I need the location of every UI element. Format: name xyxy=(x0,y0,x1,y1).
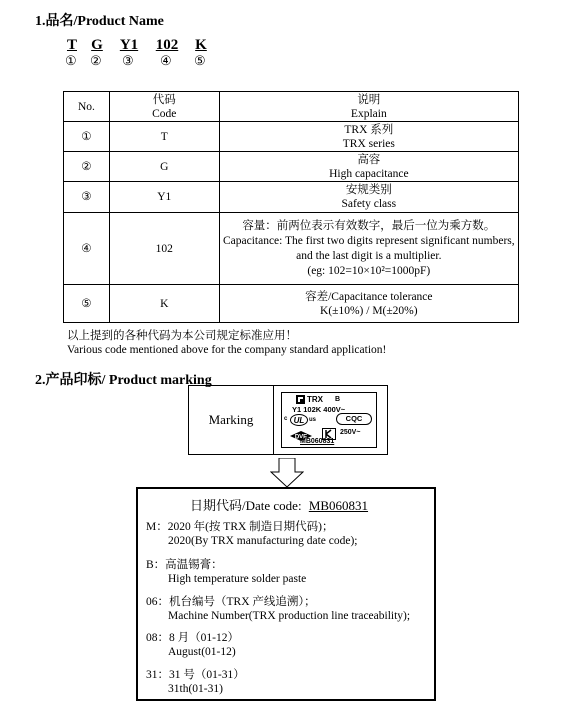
code-number: ⑤ xyxy=(194,53,206,68)
marking-box xyxy=(188,385,388,455)
date-item-06-en: Machine Number(TRX production line traceability); xyxy=(168,610,411,622)
explain-line: 容量：前两位表示有效数字，最后一位为乘方数。 xyxy=(242,219,496,232)
date-item-08-cn: 08：8 月（01-12） xyxy=(146,632,239,644)
explain-line: Capacitance: The first two digits represent significant numbers, xyxy=(222,234,515,247)
marking-image xyxy=(281,392,377,448)
date-code-label: 日期代码/Date code: xyxy=(190,498,302,513)
explain-line: Safety class xyxy=(341,198,397,210)
explain-line: High capacitance xyxy=(329,167,409,180)
date-code-box xyxy=(136,487,436,701)
down-arrow-icon xyxy=(270,458,304,488)
code-letter: K xyxy=(195,37,207,53)
row-explain xyxy=(219,182,518,213)
date-item-b-cn: B：高温锡膏： xyxy=(146,559,223,571)
section-title-product-marking: 2.产品印标/ Product marking xyxy=(35,373,212,388)
code-letter: T xyxy=(66,37,77,53)
marking-voltage: 250V~ xyxy=(340,429,361,436)
table-row xyxy=(64,182,519,213)
code-part-5 xyxy=(186,37,216,68)
table-row xyxy=(64,152,519,182)
table-row xyxy=(64,213,519,285)
date-item-06-cn: 06：机台编号（TRX 产线追溯）； xyxy=(146,596,316,608)
note-cn: 以上提到的各种代码为本公司规定标准应用！ xyxy=(67,330,297,342)
date-item-m-cn: M：2020 年(按 TRX 制造日期代码)； xyxy=(146,521,334,533)
date-code-value: MB060831 xyxy=(308,498,369,513)
section-title-product-name: 1.品名/Product Name xyxy=(35,14,164,29)
date-item-m-en: 2020(By TRX manufacturing date code); xyxy=(168,535,358,547)
explain-line: (eg: 102=10×10²=1000pF) xyxy=(307,264,431,277)
code-part-2 xyxy=(82,37,112,68)
code-letter: G xyxy=(91,37,103,53)
row-no: ⑤ xyxy=(64,285,110,323)
date-item-b-en: High temperature solder paste xyxy=(168,573,307,585)
marking-date-code: MB060831 xyxy=(300,438,335,445)
row-explain xyxy=(219,213,518,285)
table-header-row xyxy=(64,92,519,122)
row-explain xyxy=(219,285,518,323)
header-code xyxy=(109,92,219,122)
explain-line: TRX 系列 xyxy=(344,123,394,136)
brand-text: TRX xyxy=(307,395,323,404)
row-no: ④ xyxy=(64,213,110,285)
ul-c-text: c xyxy=(284,416,288,422)
svg-text:UL: UL xyxy=(293,416,305,425)
code-letter: Y1 xyxy=(119,37,139,53)
row-code: 102 xyxy=(109,213,219,285)
header-explain-en: Explain xyxy=(350,107,387,120)
date-item-31-cn: 31：31 号（01-31） xyxy=(146,669,245,681)
cert-row-1 xyxy=(284,413,376,427)
row-no: ① xyxy=(64,122,110,152)
header-no: No. xyxy=(64,92,110,122)
code-number: ④ xyxy=(160,53,172,68)
explain-line: TRX series xyxy=(342,137,395,150)
code-number: ① xyxy=(65,53,77,68)
row-code: G xyxy=(109,152,219,182)
code-part-4 xyxy=(152,37,182,68)
explain-line: and the last digit is a multiplier. xyxy=(296,249,442,262)
header-explain xyxy=(219,92,518,122)
row-explain xyxy=(219,152,518,182)
ul-us-text: us xyxy=(309,417,317,423)
code-number: ③ xyxy=(122,53,134,68)
explain-line: 高容 xyxy=(357,153,381,166)
trx-logo-icon xyxy=(296,395,305,404)
row-no: ③ xyxy=(64,182,110,213)
code-number: ② xyxy=(90,53,102,68)
explain-line: K(±10%) / M(±20%) xyxy=(320,304,418,317)
table-row xyxy=(64,285,519,323)
note-en: Various code mentioned above for the company standard application! xyxy=(67,344,387,356)
explain-line: 容差/Capacitance tolerance xyxy=(305,290,433,303)
product-code xyxy=(60,37,220,73)
date-code-title xyxy=(190,495,368,514)
product-code-table xyxy=(63,91,519,323)
table-row xyxy=(64,122,519,152)
row-code: K xyxy=(109,285,219,323)
brand-suffix: B xyxy=(335,396,341,403)
cqc-logo: CQC xyxy=(336,413,372,425)
code-letter: 102 xyxy=(155,37,179,53)
row-code: Y1 xyxy=(109,182,219,213)
marking-label: Marking xyxy=(189,386,274,454)
date-item-08-en: August(01-12) xyxy=(168,646,236,658)
header-explain-cn: 说明 xyxy=(357,93,381,106)
row-explain xyxy=(219,122,518,152)
header-code-cn: 代码 xyxy=(152,93,176,106)
date-item-31-en: 31th(01-31) xyxy=(168,683,223,695)
brand-row xyxy=(296,395,340,404)
row-no: ② xyxy=(64,152,110,182)
code-part-3 xyxy=(114,37,144,68)
svg-text:DVE: DVE xyxy=(294,434,308,441)
marking-spec: Y1 102K 400V~ xyxy=(292,405,346,414)
explain-line: 安规类别 xyxy=(345,184,392,196)
row-code: T xyxy=(109,122,219,152)
header-code-en: Code xyxy=(152,107,177,120)
